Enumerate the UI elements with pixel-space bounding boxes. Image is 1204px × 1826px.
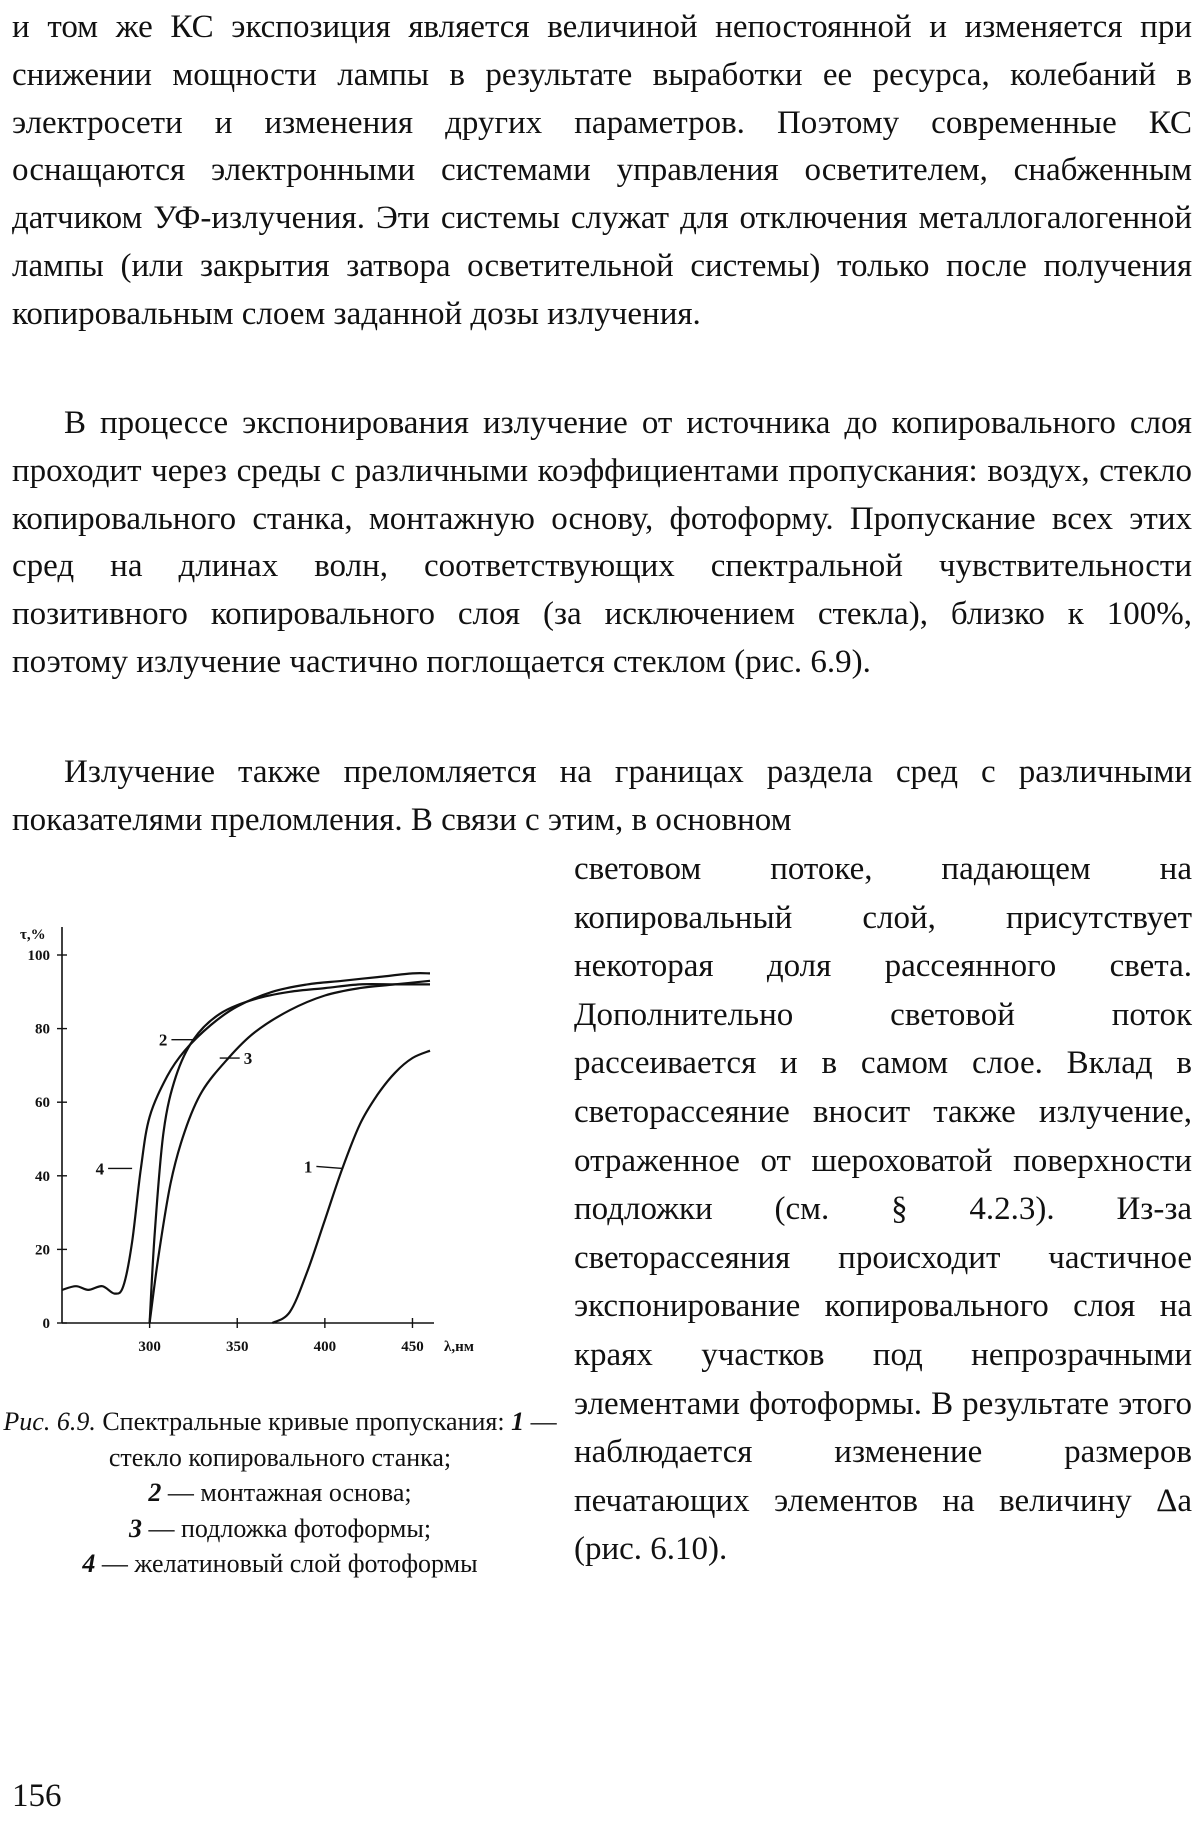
caption-label-1: — стекло копировального станка;	[108, 1407, 557, 1472]
caption-num-2: 2	[148, 1478, 162, 1507]
y-tick-label: 0	[42, 1316, 50, 1332]
y-tick-label: 20	[35, 1242, 50, 1259]
transmission-chart	[0, 905, 560, 1395]
right-column-text: световом потоке, падающем на копировальный слой, присутствует некоторая доля рассеянного света. Дополнительно световой поток рассеивается и в самом слое. Вклад в светорассеяние вносит также излучение, отраженное от шероховатой поверхности подложки (см. § 4.2.3). Из-за светорассеяния происходит частичное экспонирование копировального слоя на краях участков под непрозрачными элементами фотоформы. В результате этого наблюдается изменение размеров печатающих элементов на величину Δa (рис. 6.10).	[574, 851, 1192, 1568]
paragraph-1: и том же КС экспозиция является величиной непостоянной и изменяется при снижении мощности лампы в результате выработки ее ресурса, колебаний в электросети и изменения других параметров. Поэтому современные КС оснащаются электронными системами управления осветителем, снабженным датчиком УФ-излучения. Эти системы служат для отключения металлогалогенной лампы (или закрытия затвора осветительной системы) только после получения копировальным слоем заданной дозы излучения.	[12, 9, 1192, 332]
curve-label-leader-1	[316, 1166, 342, 1168]
y-tick-label: 80	[35, 1021, 50, 1038]
curve-label-1: 1	[303, 1157, 313, 1177]
paragraph-2: В процессе экспонирования излучение от источника до копировального слоя проходит через среды с различными коэффициентами пропускания: воздух, стекло копировального станка, монтажную основу, фотоформу. Пропускание всех этих сред на длинах волн, соответствующих спектральной чувствительности позитивного копировального слоя (за исключением стекла), близко к 100%, поэтому излучение частично поглощается стеклом (рис. 6.9).	[12, 405, 1192, 680]
curve-4	[62, 973, 430, 1294]
page-number: 156	[12, 1778, 62, 1814]
caption-label-4: — желатиновый слой фотоформы	[95, 1549, 478, 1578]
curve-label-4: 4	[95, 1159, 105, 1179]
figure-caption	[0, 1404, 560, 1582]
x-tick-label: 450	[401, 1339, 424, 1355]
x-tick-label: 400	[313, 1339, 337, 1355]
y-tick-label: 40	[35, 1168, 50, 1185]
caption-label-3: — подложка фотоформы;	[141, 1513, 432, 1543]
chart-ticks	[28, 948, 424, 1355]
curve-1	[272, 1051, 430, 1323]
y-axis-label: τ,%	[20, 927, 46, 943]
curve-label-2: 2	[158, 1030, 168, 1050]
caption-title: Спектральные кривые пропускания:	[95, 1407, 512, 1436]
y-tick-label: 100	[27, 948, 50, 964]
curve-label-3: 3	[243, 1049, 253, 1069]
paragraph-3: Излучение также преломляется на границах раздела сред с различными показателями преломления. В связи с этим, в основном	[12, 754, 1192, 838]
chart-curve-labels	[96, 1031, 343, 1179]
x-axis-label: λ,нм	[444, 1339, 474, 1355]
x-tick-label: 300	[138, 1339, 161, 1355]
chart-curves	[62, 973, 430, 1323]
curve-2	[150, 984, 430, 1323]
caption-num-3: 3	[128, 1513, 142, 1543]
figure-6-9	[0, 905, 560, 1395]
caption-figure-number: Рис. 6.9.	[3, 1407, 96, 1436]
caption-label-2: — монтажная основа;	[161, 1478, 412, 1507]
x-tick-label: 350	[225, 1339, 249, 1355]
caption-num-1: 1	[511, 1407, 525, 1436]
caption-num-4: 4	[82, 1549, 96, 1578]
curve-3	[150, 981, 430, 1323]
y-tick-label: 60	[35, 1095, 50, 1112]
